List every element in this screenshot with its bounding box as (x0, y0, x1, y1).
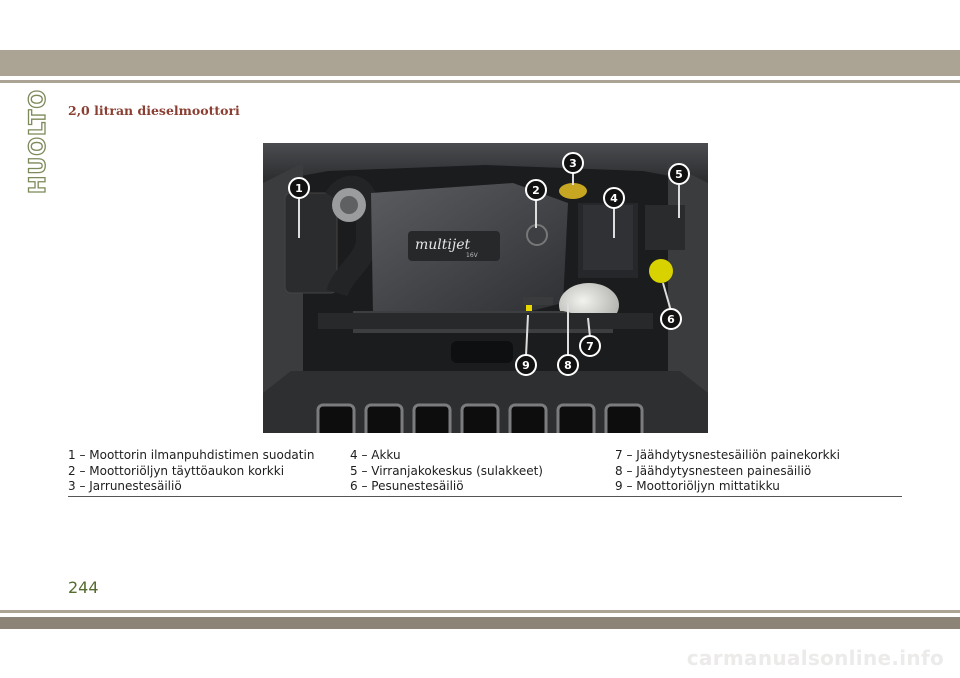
legend-rule (68, 496, 902, 497)
callout-1 (289, 178, 309, 198)
callout-3 (563, 153, 583, 173)
legend-item: 3 – Jarrunestesäiliö (68, 479, 182, 493)
legend-item: 6 – Pesunestesäiliö (350, 479, 464, 493)
legend-column-2 (350, 448, 543, 495)
legend-item: 5 – Virranjakokeskus (sulakkeet) (350, 463, 543, 478)
footer-rule (0, 610, 960, 613)
legend-item: 1 – Moottorin ilmanpuhdistimen suodatin (68, 448, 315, 462)
watermark: carmanualsonline.info (686, 646, 944, 670)
svg-text:7: 7 (586, 340, 594, 353)
section-tab-label: HUOLTO (26, 88, 52, 194)
callout-4 (604, 188, 624, 208)
callout-8 (558, 355, 578, 375)
svg-text:6: 6 (667, 313, 675, 326)
callout-6 (661, 309, 681, 329)
callout-9 (516, 355, 536, 375)
legend-item: 9 – Moottoriöljyn mittatikku (615, 479, 780, 493)
footer-band (0, 617, 960, 629)
legend-item: 7 – Jäähdytysnestesäiliön painekorkki (615, 448, 840, 462)
engine-cover-logo: multijet (415, 237, 471, 253)
legend-item: 8 – Jäähdytysnesteen painesäiliö (615, 463, 812, 478)
legend-column-1 (68, 448, 314, 495)
legend-item: 2 – Moottoriöljyn täyttöaukon korkki (68, 463, 285, 478)
page-number: 244 (68, 578, 99, 597)
header-rule (0, 80, 960, 83)
svg-text:5: 5 (675, 168, 683, 181)
engine-cover-subtext: 16V (466, 252, 478, 259)
svg-text:4: 4 (610, 192, 618, 205)
svg-text:8: 8 (564, 359, 572, 372)
svg-text:2: 2 (532, 184, 540, 197)
section-tab (22, 88, 56, 194)
svg-text:1: 1 (295, 182, 303, 195)
section-title: 2,0 litran dieselmoottori (68, 103, 240, 118)
legend-column-3 (615, 448, 840, 495)
legend-item: 4 – Akku (350, 448, 401, 462)
header-band (0, 50, 960, 76)
svg-text:3: 3 (569, 157, 577, 170)
svg-text:9: 9 (522, 359, 530, 372)
callout-2 (526, 180, 546, 200)
engine-bay-photo (263, 143, 708, 433)
callout-7 (580, 336, 600, 356)
callout-5 (669, 164, 689, 184)
